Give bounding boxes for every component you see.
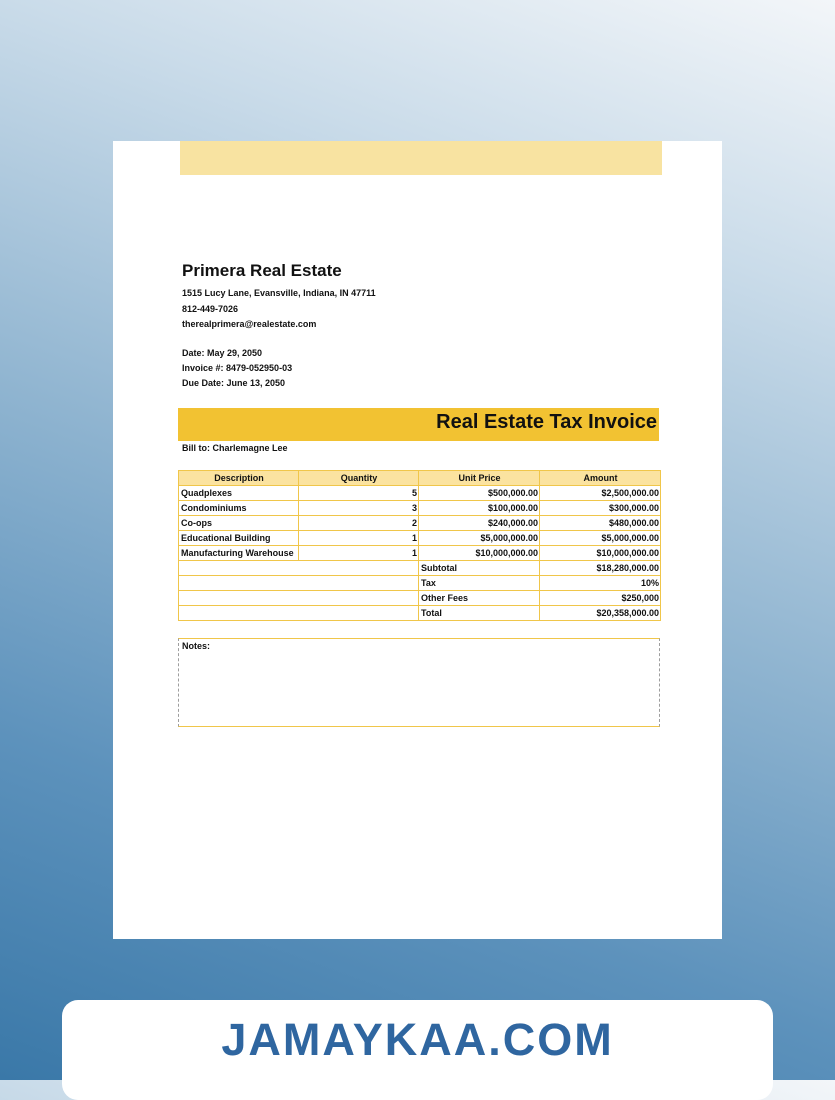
row-unit-price: $100,000.00 [419,501,540,516]
notes-label: Notes: [182,641,211,651]
row-description: Educational Building [179,531,299,546]
row-amount: $5,000,000.00 [540,531,661,546]
table-row [179,501,661,516]
company-address: 1515 Lucy Lane, Evansville, Indiana, IN 47711 [182,288,376,298]
subtotal-value: $18,280,000.00 [540,561,661,576]
tax-value: 10% [540,576,661,591]
row-quantity: 5 [299,486,419,501]
summary-spacer [179,606,419,621]
table-row [179,516,661,531]
summary-row-subtotal [179,561,661,576]
row-description: Quadplexes [179,486,299,501]
invoice-document [113,141,722,939]
other-fees-label: Other Fees [419,591,540,606]
header-description: Description [179,471,299,486]
row-amount: $10,000,000.00 [540,546,661,561]
tax-label: Tax [419,576,540,591]
summary-spacer [179,576,419,591]
table-row [179,486,661,501]
row-quantity: 1 [299,531,419,546]
summary-row-total [179,606,661,621]
row-quantity: 3 [299,501,419,516]
row-amount: $480,000.00 [540,516,661,531]
row-unit-price: $10,000,000.00 [419,546,540,561]
subtotal-label: Subtotal [419,561,540,576]
footer-banner [62,1000,773,1100]
header-unit-price: Unit Price [419,471,540,486]
company-phone: 812-449-7026 [182,304,239,314]
company-email: therealprimera@realestate.com [182,319,317,329]
summary-row-other-fees [179,591,661,606]
invoice-table [178,470,661,621]
row-description: Manufacturing Warehouse [179,546,299,561]
header-amount: Amount [540,471,661,486]
total-label: Total [419,606,540,621]
header-band [180,141,662,175]
row-description: Co-ops [179,516,299,531]
header-quantity: Quantity [299,471,419,486]
title-bar [178,408,659,441]
table-row [179,531,661,546]
row-unit-price: $5,000,000.00 [419,531,540,546]
invoice-date: Date: May 29, 2050 [182,348,263,358]
row-quantity: 1 [299,546,419,561]
row-description: Condominiums [179,501,299,516]
other-fees-value: $250,000 [540,591,661,606]
row-unit-price: $500,000.00 [419,486,540,501]
company-name: Primera Real Estate [182,261,342,280]
row-amount: $300,000.00 [540,501,661,516]
table-row [179,546,661,561]
summary-spacer [179,561,419,576]
row-quantity: 2 [299,516,419,531]
bill-to: Bill to: Charlemagne Lee [182,443,288,453]
total-value: $20,358,000.00 [540,606,661,621]
invoice-number: Invoice #: 8479-052950-03 [182,363,293,373]
summary-row-tax [179,576,661,591]
footer-brand: JAMAYKAA.COM [221,1014,614,1065]
notes-box [178,638,660,727]
invoice-title: Real Estate Tax Invoice [436,411,657,433]
summary-spacer [179,591,419,606]
invoice-due-date: Due Date: June 13, 2050 [182,378,286,388]
table-header-row [179,471,661,486]
row-unit-price: $240,000.00 [419,516,540,531]
row-amount: $2,500,000.00 [540,486,661,501]
